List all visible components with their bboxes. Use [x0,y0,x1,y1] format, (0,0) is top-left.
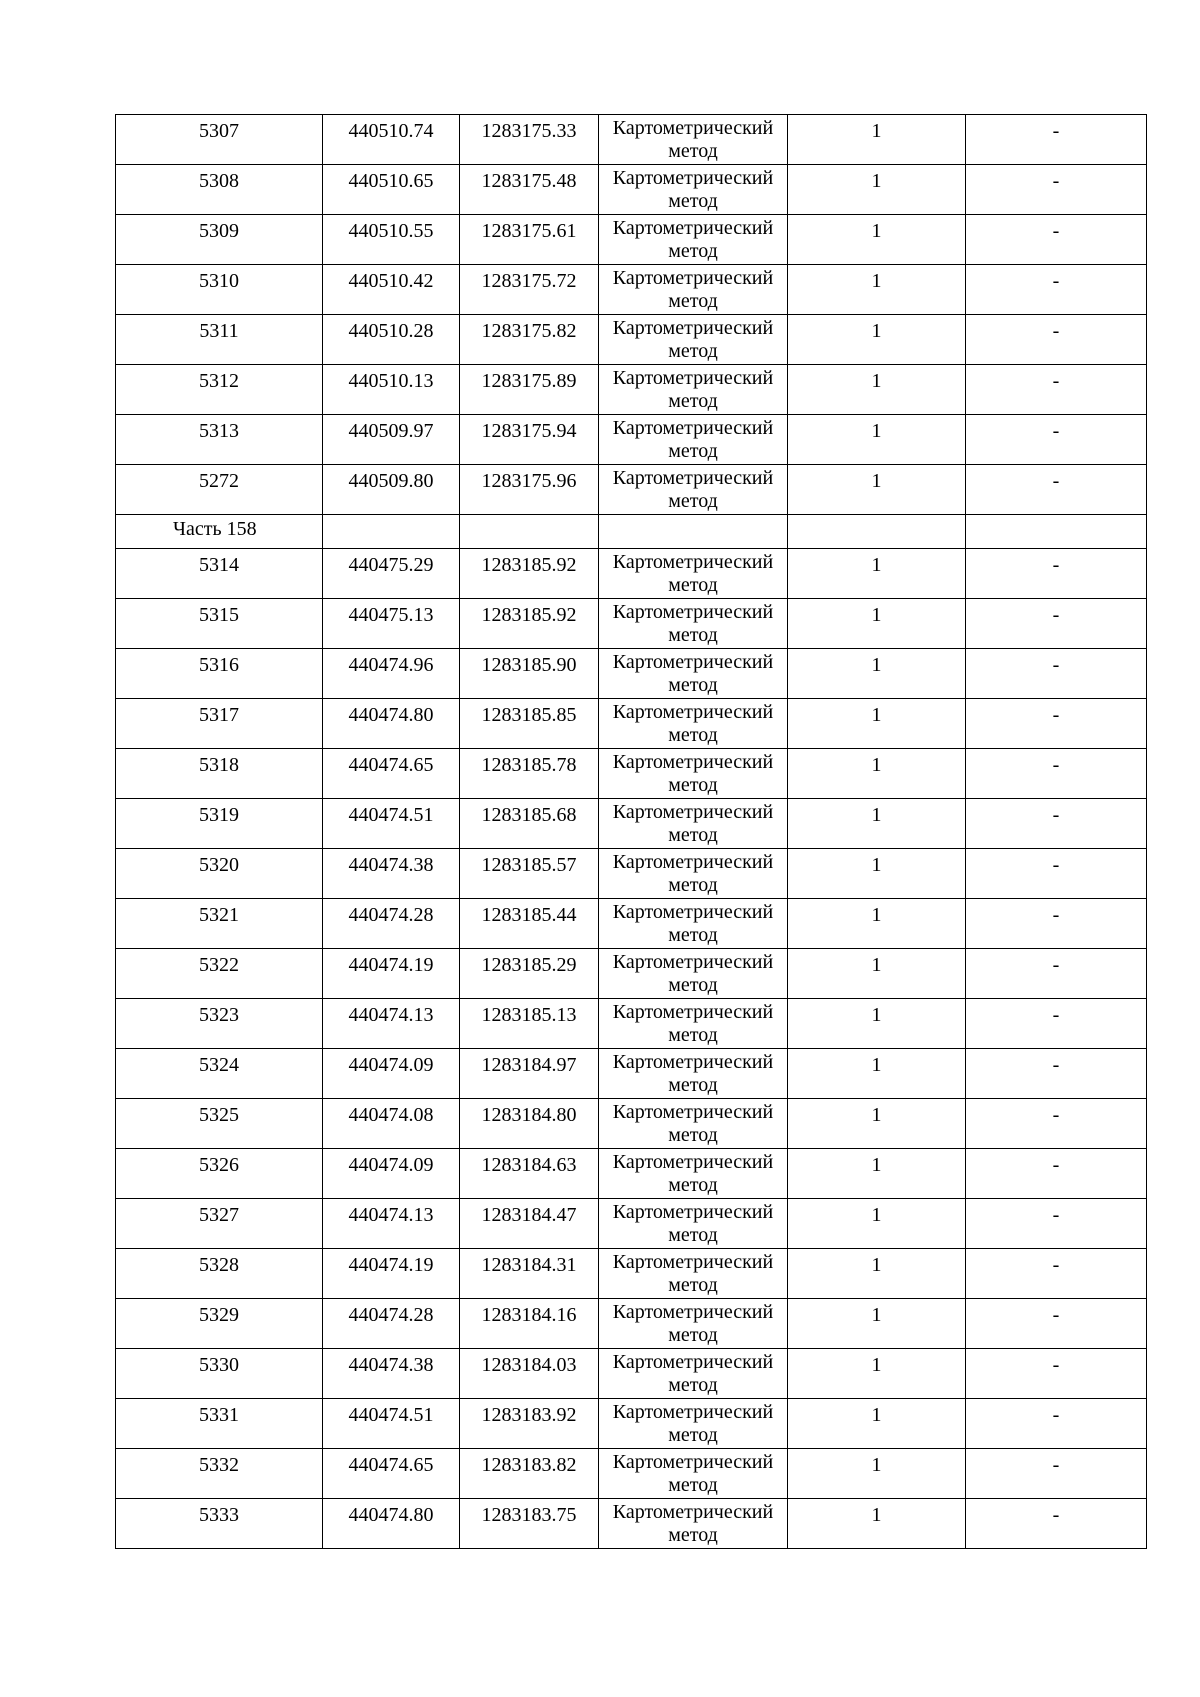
point-number-cell: 5317 [116,699,323,749]
method-cell: Картометрический метод [599,265,788,315]
table-row [116,415,1147,465]
method-cell: Картометрический метод [599,1049,788,1099]
point-number-cell: 5329 [116,1299,323,1349]
note-cell: - [966,215,1147,265]
accuracy-cell: 1 [788,1249,966,1299]
accuracy-cell: 1 [788,799,966,849]
y-coordinate-cell: 1283175.61 [460,215,599,265]
table-row [116,1099,1147,1149]
accuracy-cell: 1 [788,749,966,799]
y-coordinate-cell: 1283184.97 [460,1049,599,1099]
method-cell: Картометрический метод [599,315,788,365]
point-number-cell: 5272 [116,465,323,515]
method-cell: Картометрический метод [599,415,788,465]
empty-cell [788,515,966,549]
point-number-cell: 5312 [116,365,323,415]
point-number-cell: 5323 [116,999,323,1049]
table-row [116,1399,1147,1449]
accuracy-cell: 1 [788,649,966,699]
table-row [116,1349,1147,1399]
method-cell: Картометрический метод [599,1249,788,1299]
point-number-cell: 5333 [116,1499,323,1549]
note-cell: - [966,315,1147,365]
accuracy-cell: 1 [788,899,966,949]
method-cell: Картометрический метод [599,799,788,849]
accuracy-cell: 1 [788,1349,966,1399]
accuracy-cell: 1 [788,599,966,649]
empty-cell [323,515,460,549]
x-coordinate-cell: 440475.29 [323,549,460,599]
method-cell: Картометрический метод [599,115,788,165]
note-cell: - [966,1399,1147,1449]
method-cell: Картометрический метод [599,1449,788,1499]
note-cell: - [966,1299,1147,1349]
x-coordinate-cell: 440474.80 [323,1499,460,1549]
y-coordinate-cell: 1283185.78 [460,749,599,799]
point-number-cell: 5319 [116,799,323,849]
x-coordinate-cell: 440510.42 [323,265,460,315]
y-coordinate-cell: 1283184.31 [460,1249,599,1299]
note-cell: - [966,999,1147,1049]
note-cell: - [966,699,1147,749]
y-coordinate-cell: 1283175.89 [460,365,599,415]
method-cell: Картометрический метод [599,1499,788,1549]
point-number-cell: 5314 [116,549,323,599]
point-number-cell: 5328 [116,1249,323,1299]
y-coordinate-cell: 1283185.85 [460,699,599,749]
table-row [116,265,1147,315]
accuracy-cell: 1 [788,215,966,265]
point-number-cell: 5330 [116,1349,323,1399]
point-number-cell: 5307 [116,115,323,165]
accuracy-cell: 1 [788,415,966,465]
x-coordinate-cell: 440474.65 [323,749,460,799]
y-coordinate-cell: 1283183.75 [460,1499,599,1549]
table-row [116,699,1147,749]
table-row [116,215,1147,265]
y-coordinate-cell: 1283185.13 [460,999,599,1049]
x-coordinate-cell: 440510.55 [323,215,460,265]
method-cell: Картометрический метод [599,749,788,799]
x-coordinate-cell: 440474.09 [323,1149,460,1199]
x-coordinate-cell: 440475.13 [323,599,460,649]
accuracy-cell: 1 [788,949,966,999]
x-coordinate-cell: 440474.80 [323,699,460,749]
table-row [116,1049,1147,1099]
accuracy-cell: 1 [788,1449,966,1499]
y-coordinate-cell: 1283175.82 [460,315,599,365]
y-coordinate-cell: 1283185.29 [460,949,599,999]
note-cell: - [966,599,1147,649]
accuracy-cell: 1 [788,165,966,215]
method-cell: Картометрический метод [599,599,788,649]
method-cell: Картометрический метод [599,699,788,749]
accuracy-cell: 1 [788,1049,966,1099]
note-cell: - [966,949,1147,999]
method-cell: Картометрический метод [599,215,788,265]
y-coordinate-cell: 1283185.44 [460,899,599,949]
accuracy-cell: 1 [788,1099,966,1149]
method-cell: Картометрический метод [599,465,788,515]
y-coordinate-cell: 1283185.92 [460,549,599,599]
table-row [116,1249,1147,1299]
method-cell: Картометрический метод [599,1349,788,1399]
accuracy-cell: 1 [788,265,966,315]
note-cell: - [966,799,1147,849]
x-coordinate-cell: 440474.19 [323,1249,460,1299]
note-cell: - [966,749,1147,799]
y-coordinate-cell: 1283183.92 [460,1399,599,1449]
point-number-cell: 5310 [116,265,323,315]
x-coordinate-cell: 440509.97 [323,415,460,465]
point-number-cell: 5320 [116,849,323,899]
table-row [116,115,1147,165]
note-cell: - [966,465,1147,515]
note-cell: - [966,1099,1147,1149]
note-cell: - [966,265,1147,315]
x-coordinate-cell: 440474.13 [323,999,460,1049]
table-row [116,999,1147,1049]
point-number-cell: 5324 [116,1049,323,1099]
accuracy-cell: 1 [788,1499,966,1549]
coordinates-table-body [116,115,1147,1549]
y-coordinate-cell: 1283185.57 [460,849,599,899]
accuracy-cell: 1 [788,1199,966,1249]
method-cell: Картометрический метод [599,365,788,415]
table-row [116,799,1147,849]
method-cell: Картометрический метод [599,1299,788,1349]
y-coordinate-cell: 1283185.92 [460,599,599,649]
table-row [116,1449,1147,1499]
point-number-cell: 5309 [116,215,323,265]
accuracy-cell: 1 [788,549,966,599]
method-cell: Картометрический метод [599,1149,788,1199]
empty-cell [599,515,788,549]
note-cell: - [966,899,1147,949]
accuracy-cell: 1 [788,1399,966,1449]
note-cell: - [966,1199,1147,1249]
note-cell: - [966,365,1147,415]
table-row [116,1299,1147,1349]
table-row [116,649,1147,699]
part-label: Часть 158 [116,515,323,549]
x-coordinate-cell: 440474.38 [323,849,460,899]
table-row [116,949,1147,999]
x-coordinate-cell: 440474.19 [323,949,460,999]
y-coordinate-cell: 1283175.72 [460,265,599,315]
point-number-cell: 5332 [116,1449,323,1499]
table-row [116,749,1147,799]
point-number-cell: 5318 [116,749,323,799]
accuracy-cell: 1 [788,465,966,515]
x-coordinate-cell: 440510.28 [323,315,460,365]
x-coordinate-cell: 440474.28 [323,899,460,949]
table-row [116,599,1147,649]
note-cell: - [966,165,1147,215]
table-row [116,1199,1147,1249]
x-coordinate-cell: 440509.80 [323,465,460,515]
table-row [116,1149,1147,1199]
x-coordinate-cell: 440510.65 [323,165,460,215]
method-cell: Картометрический метод [599,949,788,999]
y-coordinate-cell: 1283184.63 [460,1149,599,1199]
accuracy-cell: 1 [788,849,966,899]
y-coordinate-cell: 1283184.03 [460,1349,599,1399]
point-number-cell: 5326 [116,1149,323,1199]
accuracy-cell: 1 [788,315,966,365]
empty-cell [460,515,599,549]
x-coordinate-cell: 440474.13 [323,1199,460,1249]
accuracy-cell: 1 [788,115,966,165]
y-coordinate-cell: 1283175.94 [460,415,599,465]
accuracy-cell: 1 [788,1299,966,1349]
table-row [116,1499,1147,1549]
accuracy-cell: 1 [788,699,966,749]
point-number-cell: 5327 [116,1199,323,1249]
method-cell: Картометрический метод [599,165,788,215]
method-cell: Картометрический метод [599,549,788,599]
empty-cell [966,515,1147,549]
note-cell: - [966,1149,1147,1199]
point-number-cell: 5311 [116,315,323,365]
part-header-row [116,515,1147,549]
x-coordinate-cell: 440474.28 [323,1299,460,1349]
y-coordinate-cell: 1283185.90 [460,649,599,699]
x-coordinate-cell: 440474.38 [323,1349,460,1399]
point-number-cell: 5313 [116,415,323,465]
x-coordinate-cell: 440510.13 [323,365,460,415]
y-coordinate-cell: 1283183.82 [460,1449,599,1499]
method-cell: Картометрический метод [599,1099,788,1149]
x-coordinate-cell: 440474.51 [323,1399,460,1449]
accuracy-cell: 1 [788,999,966,1049]
method-cell: Картометрический метод [599,899,788,949]
x-coordinate-cell: 440510.74 [323,115,460,165]
note-cell: - [966,1499,1147,1549]
table-row [116,465,1147,515]
point-number-cell: 5322 [116,949,323,999]
method-cell: Картометрический метод [599,1199,788,1249]
method-cell: Картометрический метод [599,649,788,699]
table-row [116,365,1147,415]
note-cell: - [966,1249,1147,1299]
note-cell: - [966,849,1147,899]
table-row [116,549,1147,599]
x-coordinate-cell: 440474.08 [323,1099,460,1149]
method-cell: Картометрический метод [599,1399,788,1449]
point-number-cell: 5321 [116,899,323,949]
table-row [116,849,1147,899]
point-number-cell: 5331 [116,1399,323,1449]
x-coordinate-cell: 440474.51 [323,799,460,849]
y-coordinate-cell: 1283184.16 [460,1299,599,1349]
point-number-cell: 5325 [116,1099,323,1149]
accuracy-cell: 1 [788,1149,966,1199]
note-cell: - [966,1449,1147,1499]
y-coordinate-cell: 1283184.47 [460,1199,599,1249]
x-coordinate-cell: 440474.65 [323,1449,460,1499]
point-number-cell: 5316 [116,649,323,699]
note-cell: - [966,115,1147,165]
table-row [116,899,1147,949]
note-cell: - [966,415,1147,465]
accuracy-cell: 1 [788,365,966,415]
y-coordinate-cell: 1283185.68 [460,799,599,849]
note-cell: - [966,1049,1147,1099]
y-coordinate-cell: 1283175.48 [460,165,599,215]
note-cell: - [966,649,1147,699]
point-number-cell: 5308 [116,165,323,215]
y-coordinate-cell: 1283175.33 [460,115,599,165]
table-row [116,315,1147,365]
y-coordinate-cell: 1283175.96 [460,465,599,515]
y-coordinate-cell: 1283184.80 [460,1099,599,1149]
coordinates-table [115,114,1147,1549]
method-cell: Картометрический метод [599,999,788,1049]
note-cell: - [966,1349,1147,1399]
point-number-cell: 5315 [116,599,323,649]
x-coordinate-cell: 440474.09 [323,1049,460,1099]
note-cell: - [966,549,1147,599]
x-coordinate-cell: 440474.96 [323,649,460,699]
table-row [116,165,1147,215]
method-cell: Картометрический метод [599,849,788,899]
